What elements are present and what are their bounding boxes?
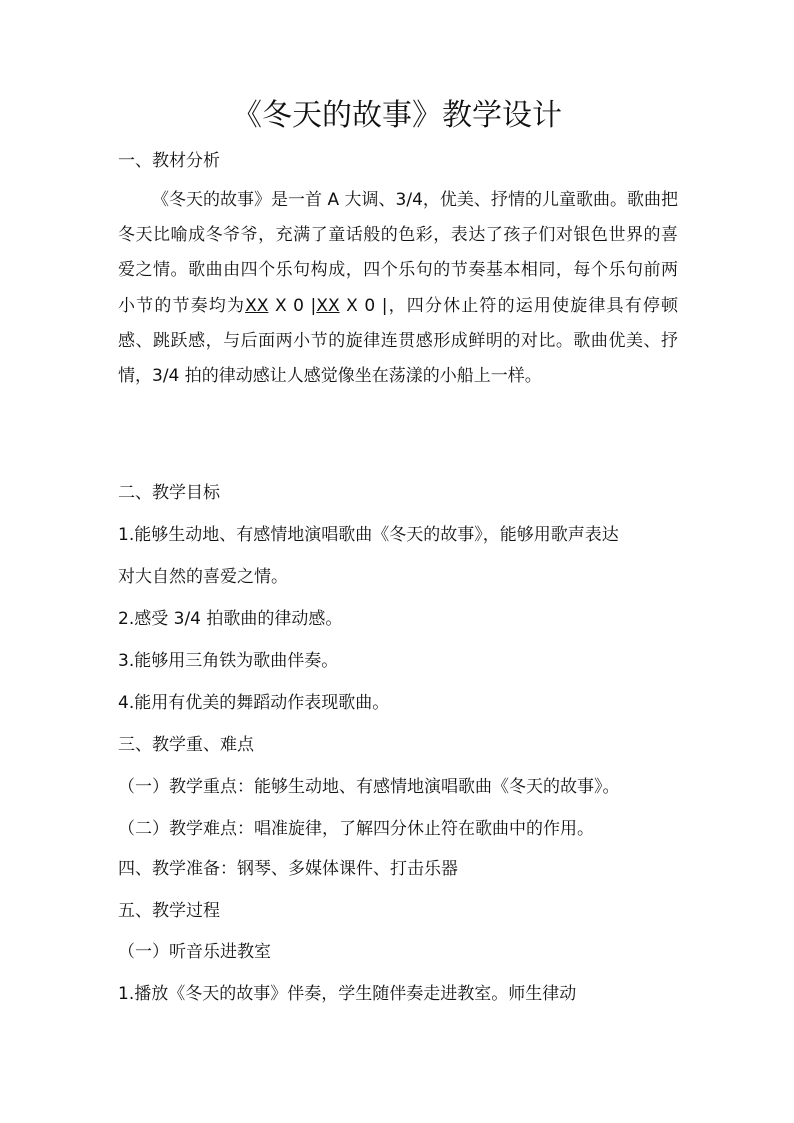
materials-text-part1: 《冬天的故事》是一首 A 大调、3/4，优美、抒情的儿童歌曲。歌曲把冬天比喻成冬爷爷，充满了童话般的色彩，表达了孩子们对银色世界的喜爱之情。歌曲由四个乐句构成，四个乐句的节奏基本相同，每个乐句前两小节的节奏均为 xyxy=(118,190,678,316)
section-heading-materials: 一、教材分析 xyxy=(118,151,220,171)
section-heading-key-points: 三、教学重、难点 xyxy=(118,735,254,755)
difficult-point: （二）教学难点：唱准旋律，了解四分休止符在歌曲中的作用。 xyxy=(118,819,594,839)
goal-4: 4.能用有优美的舞蹈动作表现歌曲。 xyxy=(118,693,390,713)
section-heading-preparation: 四、教学准备：钢琴、多媒体课件、打击乐器 xyxy=(118,859,458,879)
rhythm-xx-2: XX xyxy=(316,295,340,316)
goal-1-line-1: 1.能够生动地、有感情地演唱歌曲《冬天的故事》，能够用歌声表达 xyxy=(118,525,619,545)
section-heading-goals: 二、教学目标 xyxy=(118,483,220,503)
process-step-1: 1.播放《冬天的故事》伴奏，学生随伴奏走进教室。师生律动 xyxy=(118,984,577,1004)
process-sub-1: （一）听音乐进教室 xyxy=(118,942,271,962)
goal-3: 3.能够用三角铁为歌曲伴奏。 xyxy=(118,651,339,671)
key-point: （一）教学重点：能够生动地、有感情地演唱歌曲《冬天的故事》。 xyxy=(118,777,620,797)
materials-text-part2: ，四分休止符的运用使旋律具有停顿感、跳跃感，与后面两小节的旋律连贯感形成鲜明的对比。歌曲优美、抒情，3/4 拍的律动感让人感觉像坐在荡漾的小船上一样。 xyxy=(118,295,679,387)
rhythm-rest-1: X 0 | xyxy=(268,295,317,316)
goal-1-line-2: 对大自然的喜爱之情。 xyxy=(118,567,288,587)
rhythm-rest-2: X 0 | xyxy=(339,295,388,316)
section-heading-process: 五、教学过程 xyxy=(118,901,220,921)
document-title: 《冬天的故事》教学设计 xyxy=(232,98,562,133)
materials-paragraph xyxy=(118,183,678,394)
goal-2: 2.感受 3/4 拍歌曲的律动感。 xyxy=(118,609,343,629)
rhythm-xx-1: XX xyxy=(245,295,269,316)
